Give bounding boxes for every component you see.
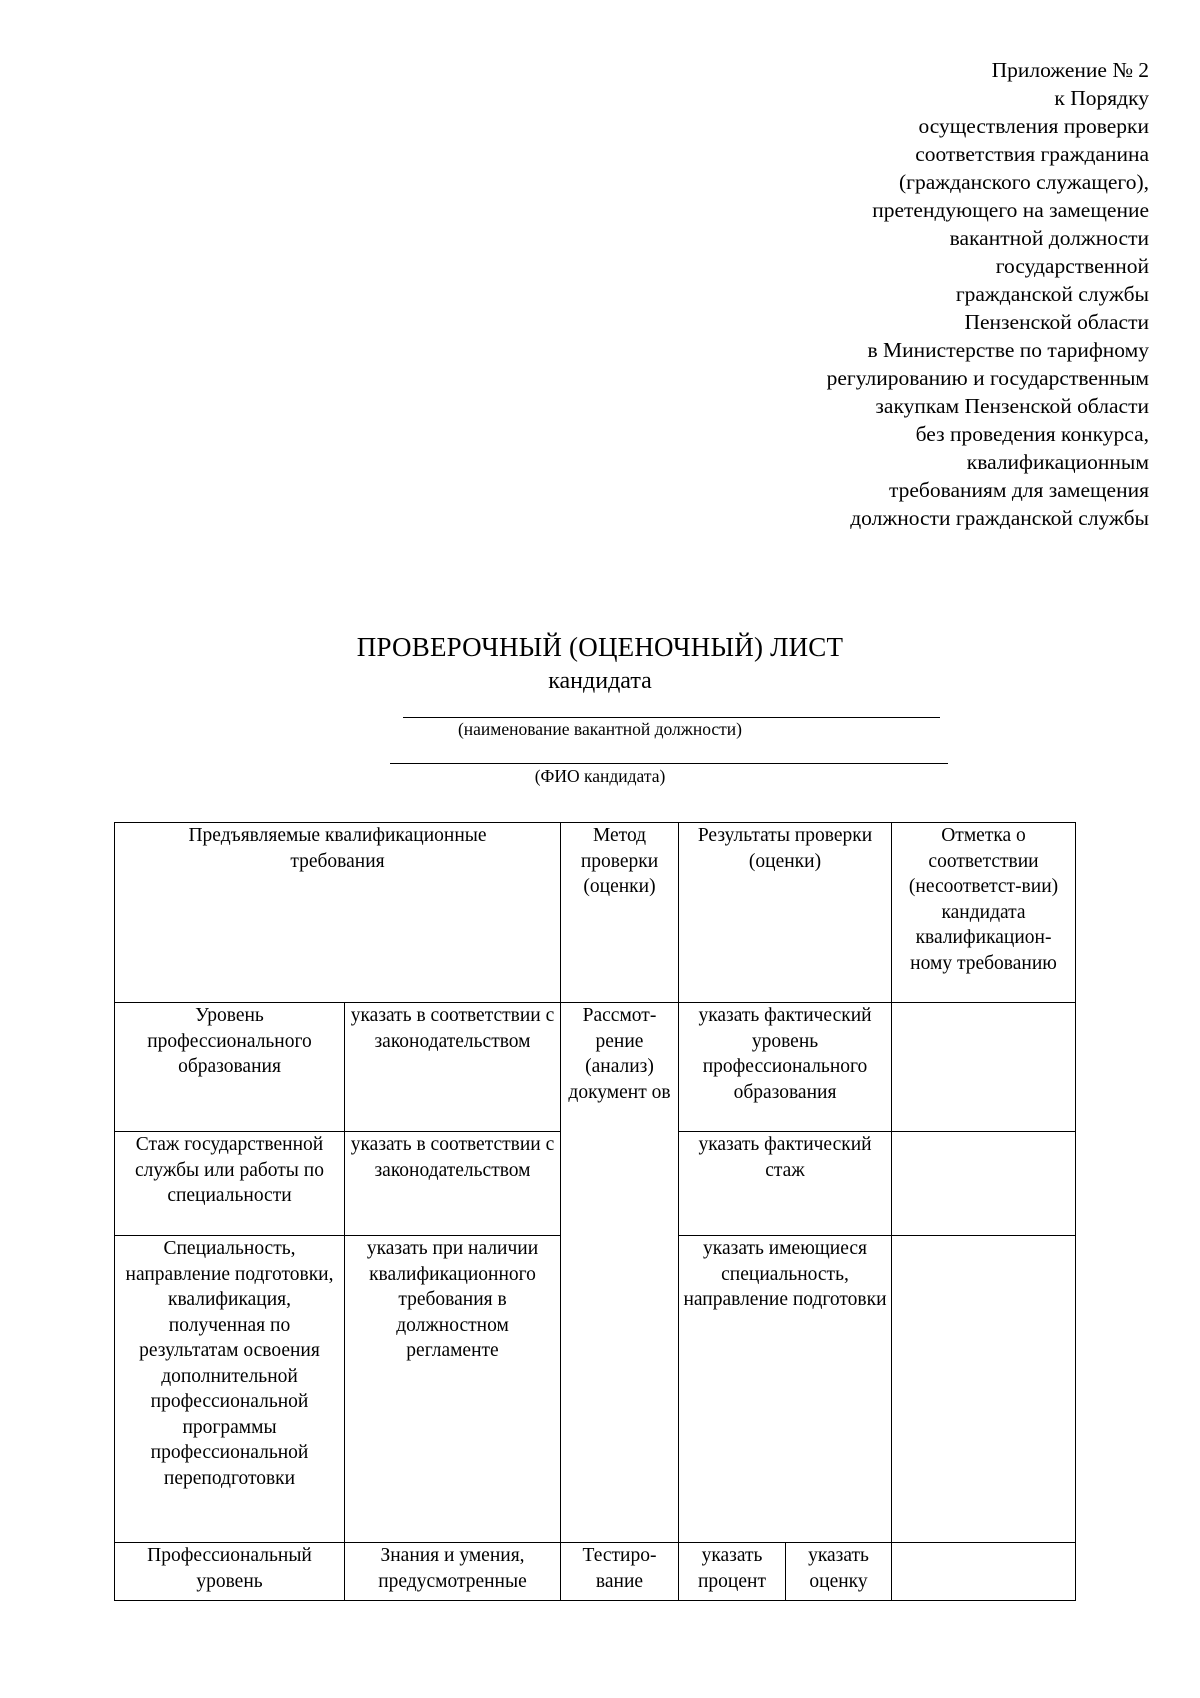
appendix-line: закупкам Пензенской области (875, 394, 1149, 418)
appendix-line: без проведения конкурса, (915, 422, 1149, 446)
result-cell: указать имеющиеся специальность, направление подготовки (679, 1236, 892, 1543)
document-subtitle: кандидата (548, 668, 652, 694)
appendix-line: претендующего на замещение (872, 198, 1149, 222)
table-row (115, 1543, 1076, 1601)
appendix-line: должности гражданской службы (850, 506, 1149, 530)
header-requirements: Предъявляемые квалификационные требования (115, 823, 561, 1003)
table-header-row (115, 823, 1076, 1003)
appendix-line: вакантной должности (949, 226, 1149, 250)
mark-cell[interactable] (892, 1003, 1076, 1132)
position-fill-line[interactable] (403, 717, 940, 718)
mark-cell[interactable] (892, 1236, 1076, 1543)
appendix-line: (гражданского служащего), (899, 170, 1149, 194)
appendix-line: соответствия гражданина (915, 142, 1149, 166)
position-caption: (наименование вакантной должности) (457, 719, 743, 739)
mark-cell[interactable] (892, 1543, 1076, 1601)
table-row (115, 1003, 1076, 1132)
appendix-header (629, 56, 1149, 532)
method-cell: Тестиро-вание (561, 1543, 679, 1601)
specification-cell: Знания и умения, предусмотренные (345, 1543, 561, 1601)
appendix-line: осуществления проверки (918, 114, 1149, 138)
appendix-line: Пензенской области (964, 310, 1149, 334)
appendix-line: гражданской службы (955, 282, 1149, 306)
mark-cell[interactable] (892, 1132, 1076, 1236)
appendix-line: квалификационным (966, 450, 1149, 474)
header-method: Метод проверки (оценки) (561, 823, 679, 1003)
appendix-line: Приложение № 2 (991, 58, 1149, 82)
evaluation-table (114, 822, 1076, 1601)
candidate-caption: (ФИО кандидата) (534, 766, 666, 786)
specification-cell: указать при наличии квалификационного требования в должностном регламенте (345, 1236, 561, 1543)
appendix-line: требованиям для замещения (888, 478, 1149, 502)
specification-cell: указать в соответствии с законодательством (345, 1132, 561, 1236)
result-percent-cell: указать процент (679, 1543, 786, 1601)
appendix-line: к Порядку (1054, 86, 1149, 110)
specification-cell: указать в соответствии с законодательством (345, 1003, 561, 1132)
appendix-line: государственной (995, 254, 1149, 278)
candidate-fill-line[interactable] (390, 763, 948, 764)
method-cell: Рассмот-рение (анализ) документ ов (561, 1003, 679, 1543)
requirement-cell: Стаж государственной службы или работы по специальности (115, 1132, 345, 1236)
document-title: ПРОВЕРОЧНЫЙ (ОЦЕНОЧНЫЙ) ЛИСТ (356, 632, 844, 662)
requirement-cell: Уровень профессионального образования (115, 1003, 345, 1132)
appendix-line: в Министерстве по тарифному (867, 338, 1149, 362)
result-cell: указать фактический уровень профессионального образования (679, 1003, 892, 1132)
result-cell: указать фактический стаж (679, 1132, 892, 1236)
requirement-cell: Профессиональный уровень (115, 1543, 345, 1601)
result-grade-cell: указать оценку (786, 1543, 892, 1601)
header-mark: Отметка о соответствии (несоответст-вии) кандидата квалификацион-ному требованию (892, 823, 1076, 1003)
header-results: Результаты проверки (оценки) (679, 823, 892, 1003)
requirement-cell: Специальность, направление подготовки, квалификация, полученная по результатам освоения дополнительной профессиональной программы профессиональной переподготовки (115, 1236, 345, 1543)
appendix-line: регулированию и государственным (826, 366, 1149, 390)
